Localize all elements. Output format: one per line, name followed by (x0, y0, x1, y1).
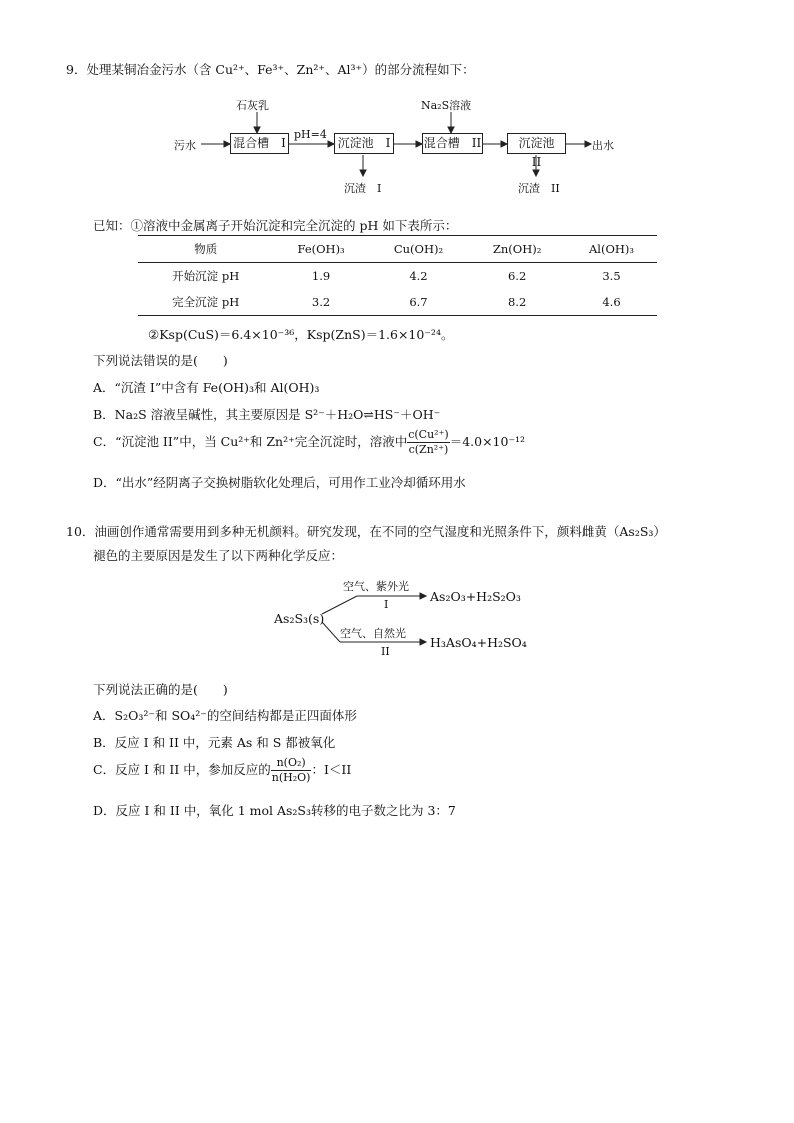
table-header: 物质 (194, 242, 218, 256)
table-cell: 8.2 (507, 295, 527, 309)
rx-label-2: II (381, 645, 390, 658)
flow-box-mix1: 混合槽 I (230, 133, 289, 154)
table-cell: 3.2 (311, 295, 331, 309)
table-header: Fe(OH)₃ (297, 242, 345, 256)
q9-option-b[interactable]: B．Na₂S 溶液呈碱性，其主要原因是 S²⁻＋H₂O⇌HS⁻＋OH⁻ (93, 407, 441, 422)
table-cell: 6.2 (507, 269, 527, 283)
rx-reactant: As₂S₃(s) (274, 611, 325, 626)
rx-product-1: As₂O₃+H₂S₂O₃ (430, 589, 521, 604)
flow-residue2: 沉渣 II (518, 182, 560, 195)
table-cell: 3.5 (602, 269, 621, 283)
rx-product-2: H₃AsO₄+H₂SO₄ (430, 635, 527, 650)
fraction-numerator: c(Cu²⁺) (408, 428, 449, 441)
q10-option-d[interactable]: D．反应 I 和 II 中，氧化 1 mol As₂S₃转移的电子数之比为 3：7 (93, 803, 456, 818)
rx-condition-1: 空气、紫外光 (343, 580, 409, 593)
flow-input-na2s: Na₂S溶液 (421, 99, 472, 112)
q10-option-a[interactable]: A．S₂O₃²⁻和 SO₄²⁻的空间结构都是正四面体形 (93, 708, 357, 723)
fraction-numerator: n(O₂) (271, 756, 312, 771)
table-cell: 6.7 (409, 295, 428, 309)
fraction-denominator: n(H₂O) (271, 771, 311, 784)
flow-residue1: 沉渣 I (344, 182, 382, 195)
table-cell: 开始沉淀 pH (172, 269, 240, 283)
q10-option-b[interactable]: B．反应 I 和 II 中，元素 As 和 S 都被氧化 (93, 735, 336, 750)
table-header: Al(OH)₃ (589, 242, 635, 256)
table-cell: 4.6 (602, 295, 621, 309)
q9-known-intro: 已知：①溶液中金属离子开始沉淀和完全沉淀的 pH 如下表所示： (93, 218, 458, 233)
flow-box-mix2: 混合槽 II (422, 133, 483, 154)
q10-title-line2: 褪色的主要原因是发生了以下两种化学反应： (93, 548, 344, 563)
q10-option-c-fraction (271, 756, 312, 785)
rx-condition-2: 空气、自然光 (340, 627, 406, 640)
flow-box-settle1: 沉淀池 I (334, 133, 394, 154)
q10-option-c[interactable] (93, 756, 351, 785)
flow-input-lime: 石灰乳 (236, 99, 269, 112)
table-header: Zn(OH)₂ (492, 242, 542, 256)
q10-title-line1: 10．油画创作通常需要用到多种无机颜料。研究发现，在不同的空气湿度和光照条件下，颜料雌黄（As₂S₃） (66, 524, 666, 539)
table-cell: 4.2 (409, 269, 428, 283)
table-cell: 完全沉淀 pH (172, 295, 240, 309)
q9-option-d[interactable]: D．“出水”经阴离子交换树脂软化处理后，可用作工业冷却循环用水 (93, 475, 466, 490)
flow-end: 出水 (592, 139, 614, 152)
q9-known2: ②Ksp(CuS)＝6.4×10⁻³⁶，Ksp(ZnS)＝1.6×10⁻²⁴。 (148, 327, 454, 342)
q9-option-a[interactable]: A．“沉渣 I”中含有 Fe(OH)₃和 Al(OH)₃ (93, 380, 320, 395)
q9-title: 9．处理某铜冶金污水（含 Cu²⁺、Fe³⁺、Zn²⁺、Al³⁺）的部分流程如下： (66, 62, 475, 77)
q10-question: 下列说法正确的是( ) (93, 682, 228, 697)
table-header: Cu(OH)₂ (393, 242, 444, 256)
table-cell: 1.9 (311, 269, 331, 283)
rx-label-1: I (384, 598, 389, 611)
q9-option-c-value: ＝4.0×10⁻¹² (449, 434, 526, 449)
q10-option-c-text: C．反应 I 和 II 中，参加反应的 (93, 762, 271, 777)
q9-question: 下列说法错误的是( ) (93, 353, 228, 368)
q10-option-c-value: ：I＜II (311, 762, 352, 777)
flow-ph-label: pH=4 (294, 128, 327, 141)
flow-box-settle2: 沉淀池 II (507, 133, 566, 154)
flow-start: 污水 (174, 139, 196, 152)
fraction-denominator: c(Zn²⁺) (408, 443, 449, 456)
q9-option-c-text: C．“沉淀池 II”中，当 Cu²⁺和 Zn²⁺完全沉淀时，溶液中 (93, 434, 408, 449)
